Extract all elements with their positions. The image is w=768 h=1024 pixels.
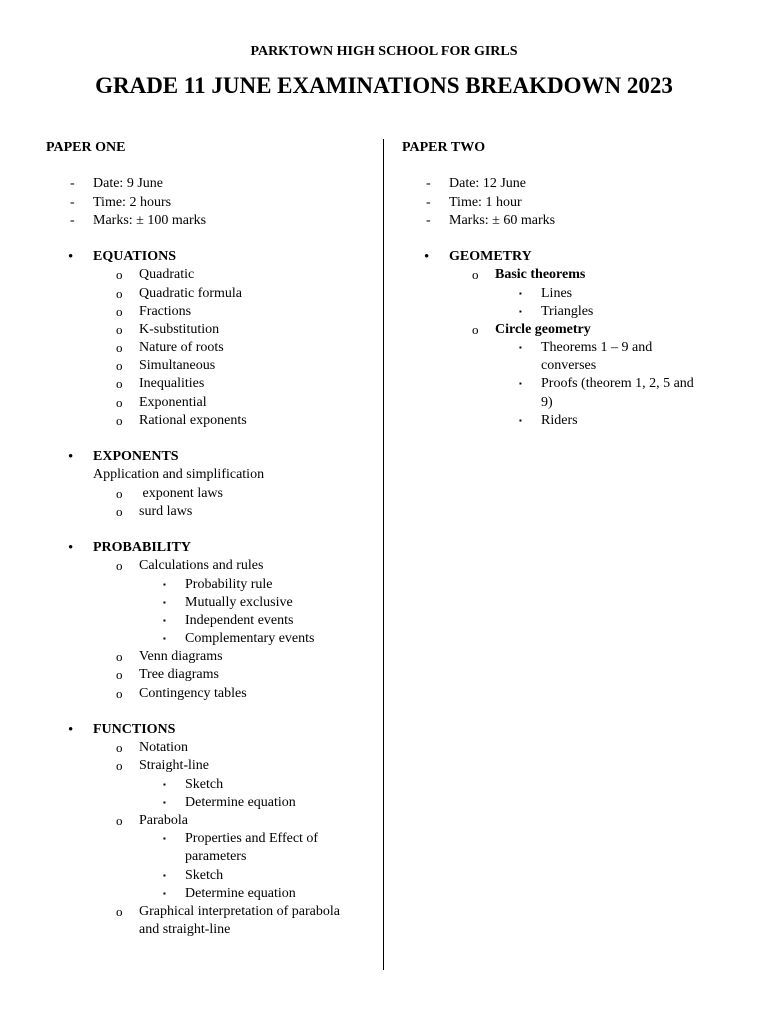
section-heading: • EXPONENTS — [68, 449, 179, 466]
sub-list-item: ▪ Proofs (theorem 1, 2, 5 and — [402, 375, 732, 393]
list-item: o K-substitution — [46, 321, 376, 339]
paper-two-column — [402, 139, 732, 430]
sub-list-item: ▪ Determine equation — [46, 885, 376, 903]
circle-marker: o — [116, 903, 123, 919]
square-marker: ▪ — [163, 834, 166, 844]
bullet-marker: • — [68, 722, 74, 738]
paper-two-heading: PAPER TWO — [402, 140, 486, 155]
list-item: o Contingency tables — [46, 685, 376, 703]
dash-marker: - — [426, 212, 431, 228]
list-item: o Notation — [46, 739, 376, 757]
circle-marker: o — [116, 321, 123, 337]
square-marker: ▪ — [163, 779, 166, 789]
circle-marker: o — [116, 558, 123, 574]
sub-list-item: ▪ Theorems 1 – 9 and — [402, 339, 732, 357]
detail-item: - Date: 12 June — [402, 175, 732, 193]
document-title: GRADE 11 JUNE EXAMINATIONS BREAKDOWN 2023 — [95, 73, 673, 98]
square-marker: ▪ — [163, 797, 166, 807]
circle-marker: o — [116, 394, 123, 410]
list-item-continued: and straight-line — [139, 922, 231, 938]
detail-item: - Time: 2 hours — [46, 194, 376, 212]
bullet-marker: • — [68, 540, 74, 557]
list-item: o Basic theorems — [402, 266, 732, 284]
circle-marker: o — [116, 340, 123, 356]
circle-marker: o — [116, 667, 123, 683]
list-item: o Tree diagrams — [46, 666, 376, 684]
circle-marker: o — [116, 812, 123, 828]
circle-marker: o — [116, 285, 123, 301]
circle-marker: o — [472, 321, 479, 337]
sub-list-item: ▪ Independent events — [46, 612, 376, 630]
circle-marker: o — [472, 267, 479, 283]
detail-item: - Marks: ± 100 marks — [46, 212, 376, 230]
list-item: o Quadratic — [46, 266, 376, 284]
circle-marker: o — [116, 485, 123, 501]
section-heading: • FUNCTIONS — [68, 722, 176, 738]
circle-marker: o — [116, 503, 123, 519]
sub-list-item: ▪ Riders — [402, 412, 732, 430]
square-marker: ▪ — [163, 634, 166, 644]
list-item: o Straight-line — [46, 757, 376, 775]
square-marker: ▪ — [519, 379, 522, 389]
list-item: o Parabola — [46, 812, 376, 830]
sub-list-item: ▪ Mutually exclusive — [46, 594, 376, 612]
detail-item: - Date: 9 June — [46, 175, 376, 193]
list-item: o Nature of roots — [46, 339, 376, 357]
circle-marker: o — [116, 358, 123, 374]
circle-marker: o — [116, 267, 123, 283]
bullet-marker: • — [68, 249, 74, 266]
section-heading: • GEOMETRY — [424, 249, 532, 266]
list-item: o Graphical interpretation of parabola — [46, 903, 376, 921]
dash-marker: - — [70, 176, 75, 192]
paper-one-column — [46, 139, 376, 939]
sub-list-item-continued: 9) — [541, 394, 553, 410]
sub-list-item: ▪ Sketch — [46, 776, 376, 794]
circle-marker: o — [116, 740, 123, 756]
list-item: o Venn diagrams — [46, 648, 376, 666]
circle-marker: o — [116, 412, 123, 428]
sub-list-item: ▪ Complementary events — [46, 630, 376, 648]
detail-item: - Time: 1 hour — [402, 194, 732, 212]
square-marker: ▪ — [163, 579, 166, 589]
sub-list-item: ▪ Probability rule — [46, 576, 376, 594]
sub-list-item: ▪ Triangles — [402, 303, 732, 321]
dash-marker: - — [426, 194, 431, 210]
list-item: o Circle geometry — [402, 321, 732, 339]
square-marker: ▪ — [519, 343, 522, 353]
paper-one-heading: PAPER ONE — [46, 140, 126, 155]
list-item: o Rational exponents — [46, 412, 376, 430]
list-item: o Inequalities — [46, 375, 376, 393]
dash-marker: - — [70, 194, 75, 210]
dash-marker: - — [426, 176, 431, 192]
school-name: PARKTOWN HIGH SCHOOL FOR GIRLS — [250, 44, 518, 59]
circle-marker: o — [116, 649, 123, 665]
square-marker: ▪ — [163, 888, 166, 898]
circle-marker: o — [116, 685, 123, 701]
sub-list-item: ▪ Properties and Effect of — [46, 830, 376, 848]
square-marker: ▪ — [519, 288, 522, 298]
square-marker: ▪ — [163, 870, 166, 880]
bullet-marker: • — [424, 249, 430, 266]
square-marker: ▪ — [519, 306, 522, 316]
detail-item: - Marks: ± 60 marks — [402, 212, 732, 230]
circle-marker: o — [116, 303, 123, 319]
bullet-marker: • — [68, 449, 74, 466]
column-divider — [383, 139, 384, 970]
list-item: o Quadratic formula — [46, 285, 376, 303]
sub-list-item-continued: parameters — [185, 849, 247, 865]
sub-list-item: ▪ Lines — [402, 285, 732, 303]
list-item: o exponent laws — [46, 485, 376, 503]
list-item: o Exponential — [46, 394, 376, 412]
sub-list-item: ▪ Sketch — [46, 867, 376, 885]
circle-marker: o — [116, 758, 123, 774]
square-marker: ▪ — [163, 597, 166, 607]
circle-marker: o — [116, 376, 123, 392]
section-heading: • EQUATIONS — [68, 249, 176, 266]
square-marker: ▪ — [163, 615, 166, 625]
section-subtitle: Application and simplification — [93, 467, 265, 483]
sub-list-item-continued: converses — [541, 358, 597, 374]
dash-marker: - — [70, 212, 75, 228]
list-item: o Calculations and rules — [46, 557, 376, 575]
list-item: o Simultaneous — [46, 357, 376, 375]
section-heading: • PROBABILITY — [68, 540, 192, 557]
list-item: o Fractions — [46, 303, 376, 321]
square-marker: ▪ — [519, 415, 522, 425]
list-item: o surd laws — [46, 503, 376, 521]
sub-list-item: ▪ Determine equation — [46, 794, 376, 812]
